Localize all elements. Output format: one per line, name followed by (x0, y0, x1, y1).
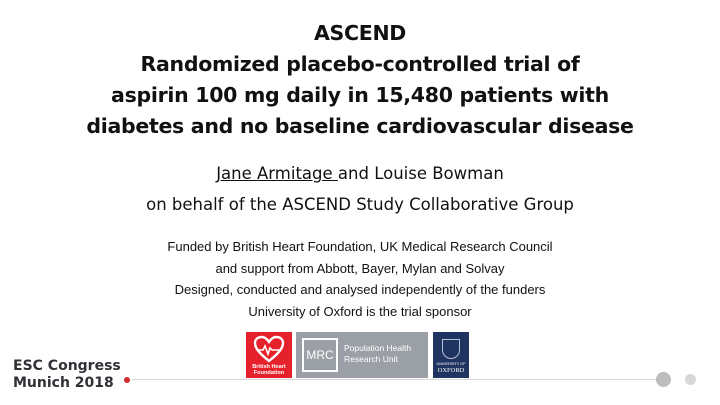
congress-line: ESC Congress (13, 358, 121, 374)
collaborative-group: on behalf of the ASCEND Study Collaborative Group (146, 195, 574, 214)
title-line: aspirin 100 mg daily in 15,480 patients with (111, 83, 609, 107)
bhf-line: British Heart (252, 364, 286, 370)
mrc-line: Population Health (344, 343, 412, 353)
mrc-line: Research Unit (344, 354, 398, 364)
esc-congress-logo (13, 358, 121, 392)
crest-icon (442, 339, 460, 359)
funding-line: Designed, conducted and analysed independently of the funders (174, 282, 546, 297)
title-line: diabetes and no baseline cardiovascular disease (86, 114, 634, 138)
grey-dot-icon (685, 374, 696, 385)
red-dot-icon (124, 377, 130, 383)
slide-title (0, 18, 720, 142)
congress-line: Munich 2018 (13, 375, 114, 391)
coauthor-name: and Louise Bowman (337, 164, 504, 183)
oxford-logo (433, 332, 469, 378)
oxford-name: OXFORD (437, 367, 465, 374)
grey-dot-icon (656, 372, 671, 387)
authors-block (0, 158, 720, 220)
footer-divider (132, 379, 660, 380)
funding-block (0, 236, 720, 322)
bhf-wordmark (246, 364, 292, 376)
bhf-logo (246, 332, 292, 378)
oxford-prefix: UNIVERSITY OF (436, 362, 466, 366)
presenter-name: Jane Armitage (216, 164, 338, 183)
bhf-line: Foundation (253, 370, 285, 376)
mrc-mark: MRC (302, 338, 338, 372)
heart-icon (253, 335, 285, 363)
title-line: Randomized placebo-controlled trial of (140, 52, 580, 76)
mrc-unit-name (344, 343, 411, 365)
funding-line: and support from Abbott, Bayer, Mylan and Solvay (215, 260, 505, 276)
mrc-logo (296, 332, 428, 378)
funding-line: Funded by British Heart Foundation, UK Medical Research Council (167, 239, 553, 254)
title-line: ASCEND (313, 21, 407, 45)
author-line (0, 158, 720, 189)
funding-line: University of Oxford is the trial sponsor (248, 303, 472, 319)
